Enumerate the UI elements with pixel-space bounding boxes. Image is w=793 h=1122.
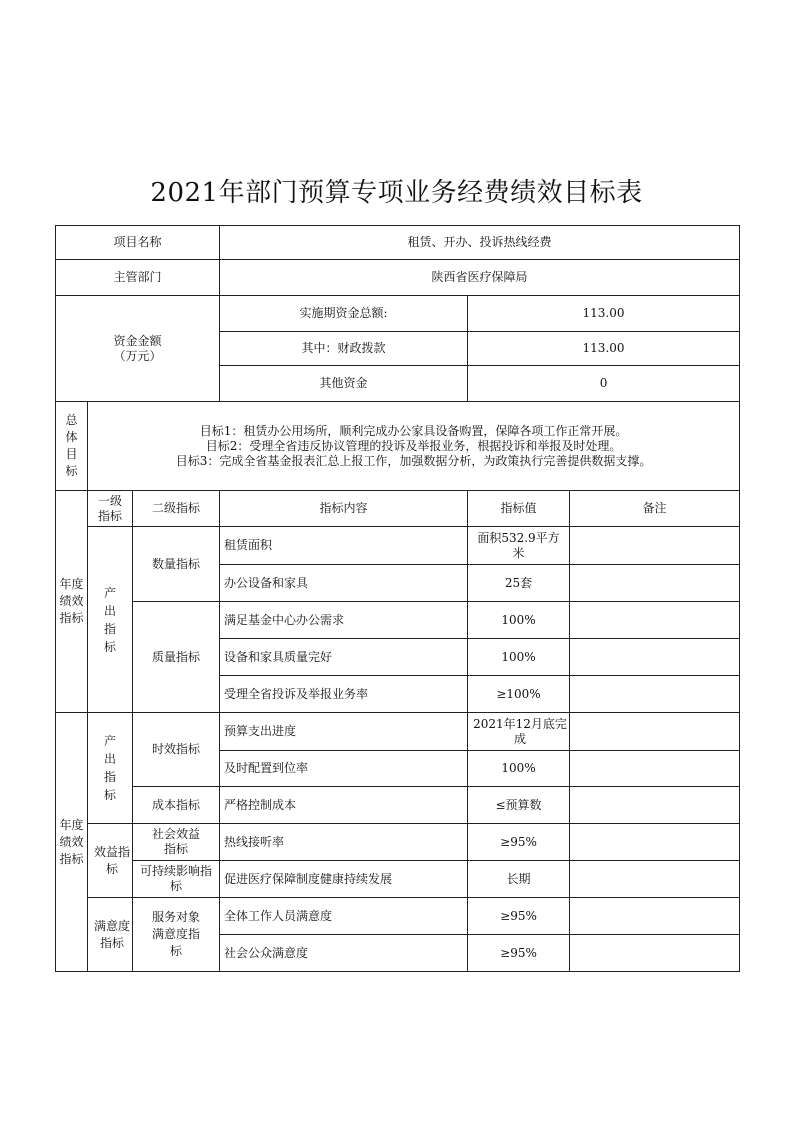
funds-total-value: 113.00 (468, 296, 740, 332)
funds-label-cell (56, 296, 220, 402)
table-row (56, 824, 740, 861)
row-remark (570, 639, 740, 676)
row-remark (570, 824, 740, 861)
output-indicator-label-1: 产出指标 (88, 527, 133, 713)
table-row (56, 602, 740, 639)
funds-other-value: 0 (468, 366, 740, 402)
department-value: 陕西省医疗保障局 (220, 260, 740, 296)
row-remark (570, 713, 740, 751)
row-content: 满足基金中心办公需求 (220, 602, 468, 639)
row-value: ≥95% (468, 898, 570, 935)
row-remark (570, 602, 740, 639)
row-remark (570, 787, 740, 824)
row-remark (570, 935, 740, 972)
row-value: 25套 (468, 565, 570, 602)
table-row (56, 527, 740, 565)
row-content: 预算支出进度 (220, 713, 468, 751)
header-value: 指标值 (468, 491, 570, 527)
row-value: 长期 (468, 861, 570, 898)
timeliness-indicator-label: 时效指标 (133, 713, 220, 787)
funds-other-label: 其他资金 (220, 366, 468, 402)
project-label: 项目名称 (56, 226, 220, 260)
table-row (56, 713, 740, 751)
annual-indicator-label-2: 年度绩效指标 (56, 713, 88, 972)
project-row (56, 226, 740, 260)
cost-indicator-label: 成本指标 (133, 787, 220, 824)
project-value: 租赁、开办、投诉热线经费 (220, 226, 740, 260)
funds-total-label: 实施期资金总额: (220, 296, 468, 332)
row-content: 设备和家具质量完好 (220, 639, 468, 676)
funds-fiscal-label: 其中：财政拨款 (220, 332, 468, 366)
row-content: 办公设备和家具 (220, 565, 468, 602)
row-content: 全体工作人员满意度 (220, 898, 468, 935)
row-remark (570, 527, 740, 565)
row-content: 受理全省投诉及举报业务率 (220, 676, 468, 713)
goals-content (88, 402, 740, 491)
quantity-indicator-label: 数量指标 (133, 527, 220, 602)
row-content: 社会公众满意度 (220, 935, 468, 972)
funds-total-row (56, 296, 740, 332)
output-indicator-label-2: 产出指标 (88, 713, 133, 824)
indicator-header-row (56, 491, 740, 527)
page-title: 2021年部门预算专项业务经费绩效目标表 (150, 178, 643, 208)
row-value: 面积532.9平方米 (468, 527, 570, 565)
row-content: 热线接听率 (220, 824, 468, 861)
goals-label: 总体目标 (56, 402, 88, 491)
quality-indicator-label: 质量指标 (133, 602, 220, 713)
row-content: 促进医疗保障制度健康持续发展 (220, 861, 468, 898)
header-remark: 备注 (570, 491, 740, 527)
row-value: ≥95% (468, 935, 570, 972)
goals-row (56, 402, 740, 491)
row-value: 2021年12月底完成 (468, 713, 570, 751)
row-remark (570, 751, 740, 787)
funds-unit: （万元） (113, 348, 162, 363)
row-remark (570, 898, 740, 935)
sustain-impact-label: 可持续影响指标 (133, 861, 220, 898)
row-remark (570, 676, 740, 713)
row-content: 及时配置到位率 (220, 751, 468, 787)
row-remark (570, 861, 740, 898)
row-content: 严格控制成本 (220, 787, 468, 824)
row-value: ≤预算数 (468, 787, 570, 824)
row-value: ≥100% (468, 676, 570, 713)
department-label: 主管部门 (56, 260, 220, 296)
goal-item: 目标2：受理全省违反协议管理的投诉及举报业务，根据投诉和举报及时处理。 (205, 438, 622, 453)
row-value: 100% (468, 751, 570, 787)
department-row (56, 260, 740, 296)
row-value: 100% (468, 602, 570, 639)
annual-indicator-label-1: 年度绩效指标 (56, 491, 88, 713)
table-row (56, 898, 740, 935)
header-level2: 二级指标 (133, 491, 220, 527)
row-content: 租赁面积 (220, 527, 468, 565)
row-remark (570, 565, 740, 602)
table-row (56, 787, 740, 824)
funds-fiscal-value: 113.00 (468, 332, 740, 366)
benefit-indicator-label: 效益指标 (88, 824, 133, 898)
header-content: 指标内容 (220, 491, 468, 527)
satisfaction-indicator-label: 满意度指标 (88, 898, 133, 972)
row-value: ≥95% (468, 824, 570, 861)
goal-item: 目标3：完成全省基金报表汇总上报工作，加强数据分析，为政策执行完善提供数据支撑。 (175, 453, 652, 468)
header-level1: 一级指标 (88, 491, 133, 527)
goal-item: 目标1：租赁办公用场所，顺利完成办公家具设备购置，保障各项工作正常开展。 (199, 423, 628, 438)
service-satisfaction-label: 服务对象满意度指标 (133, 898, 220, 972)
table-row (56, 861, 740, 898)
social-benefit-label: 社会效益指标 (133, 824, 220, 861)
row-value: 100% (468, 639, 570, 676)
funds-label: 资金金额 (113, 333, 162, 348)
performance-table (55, 225, 740, 972)
